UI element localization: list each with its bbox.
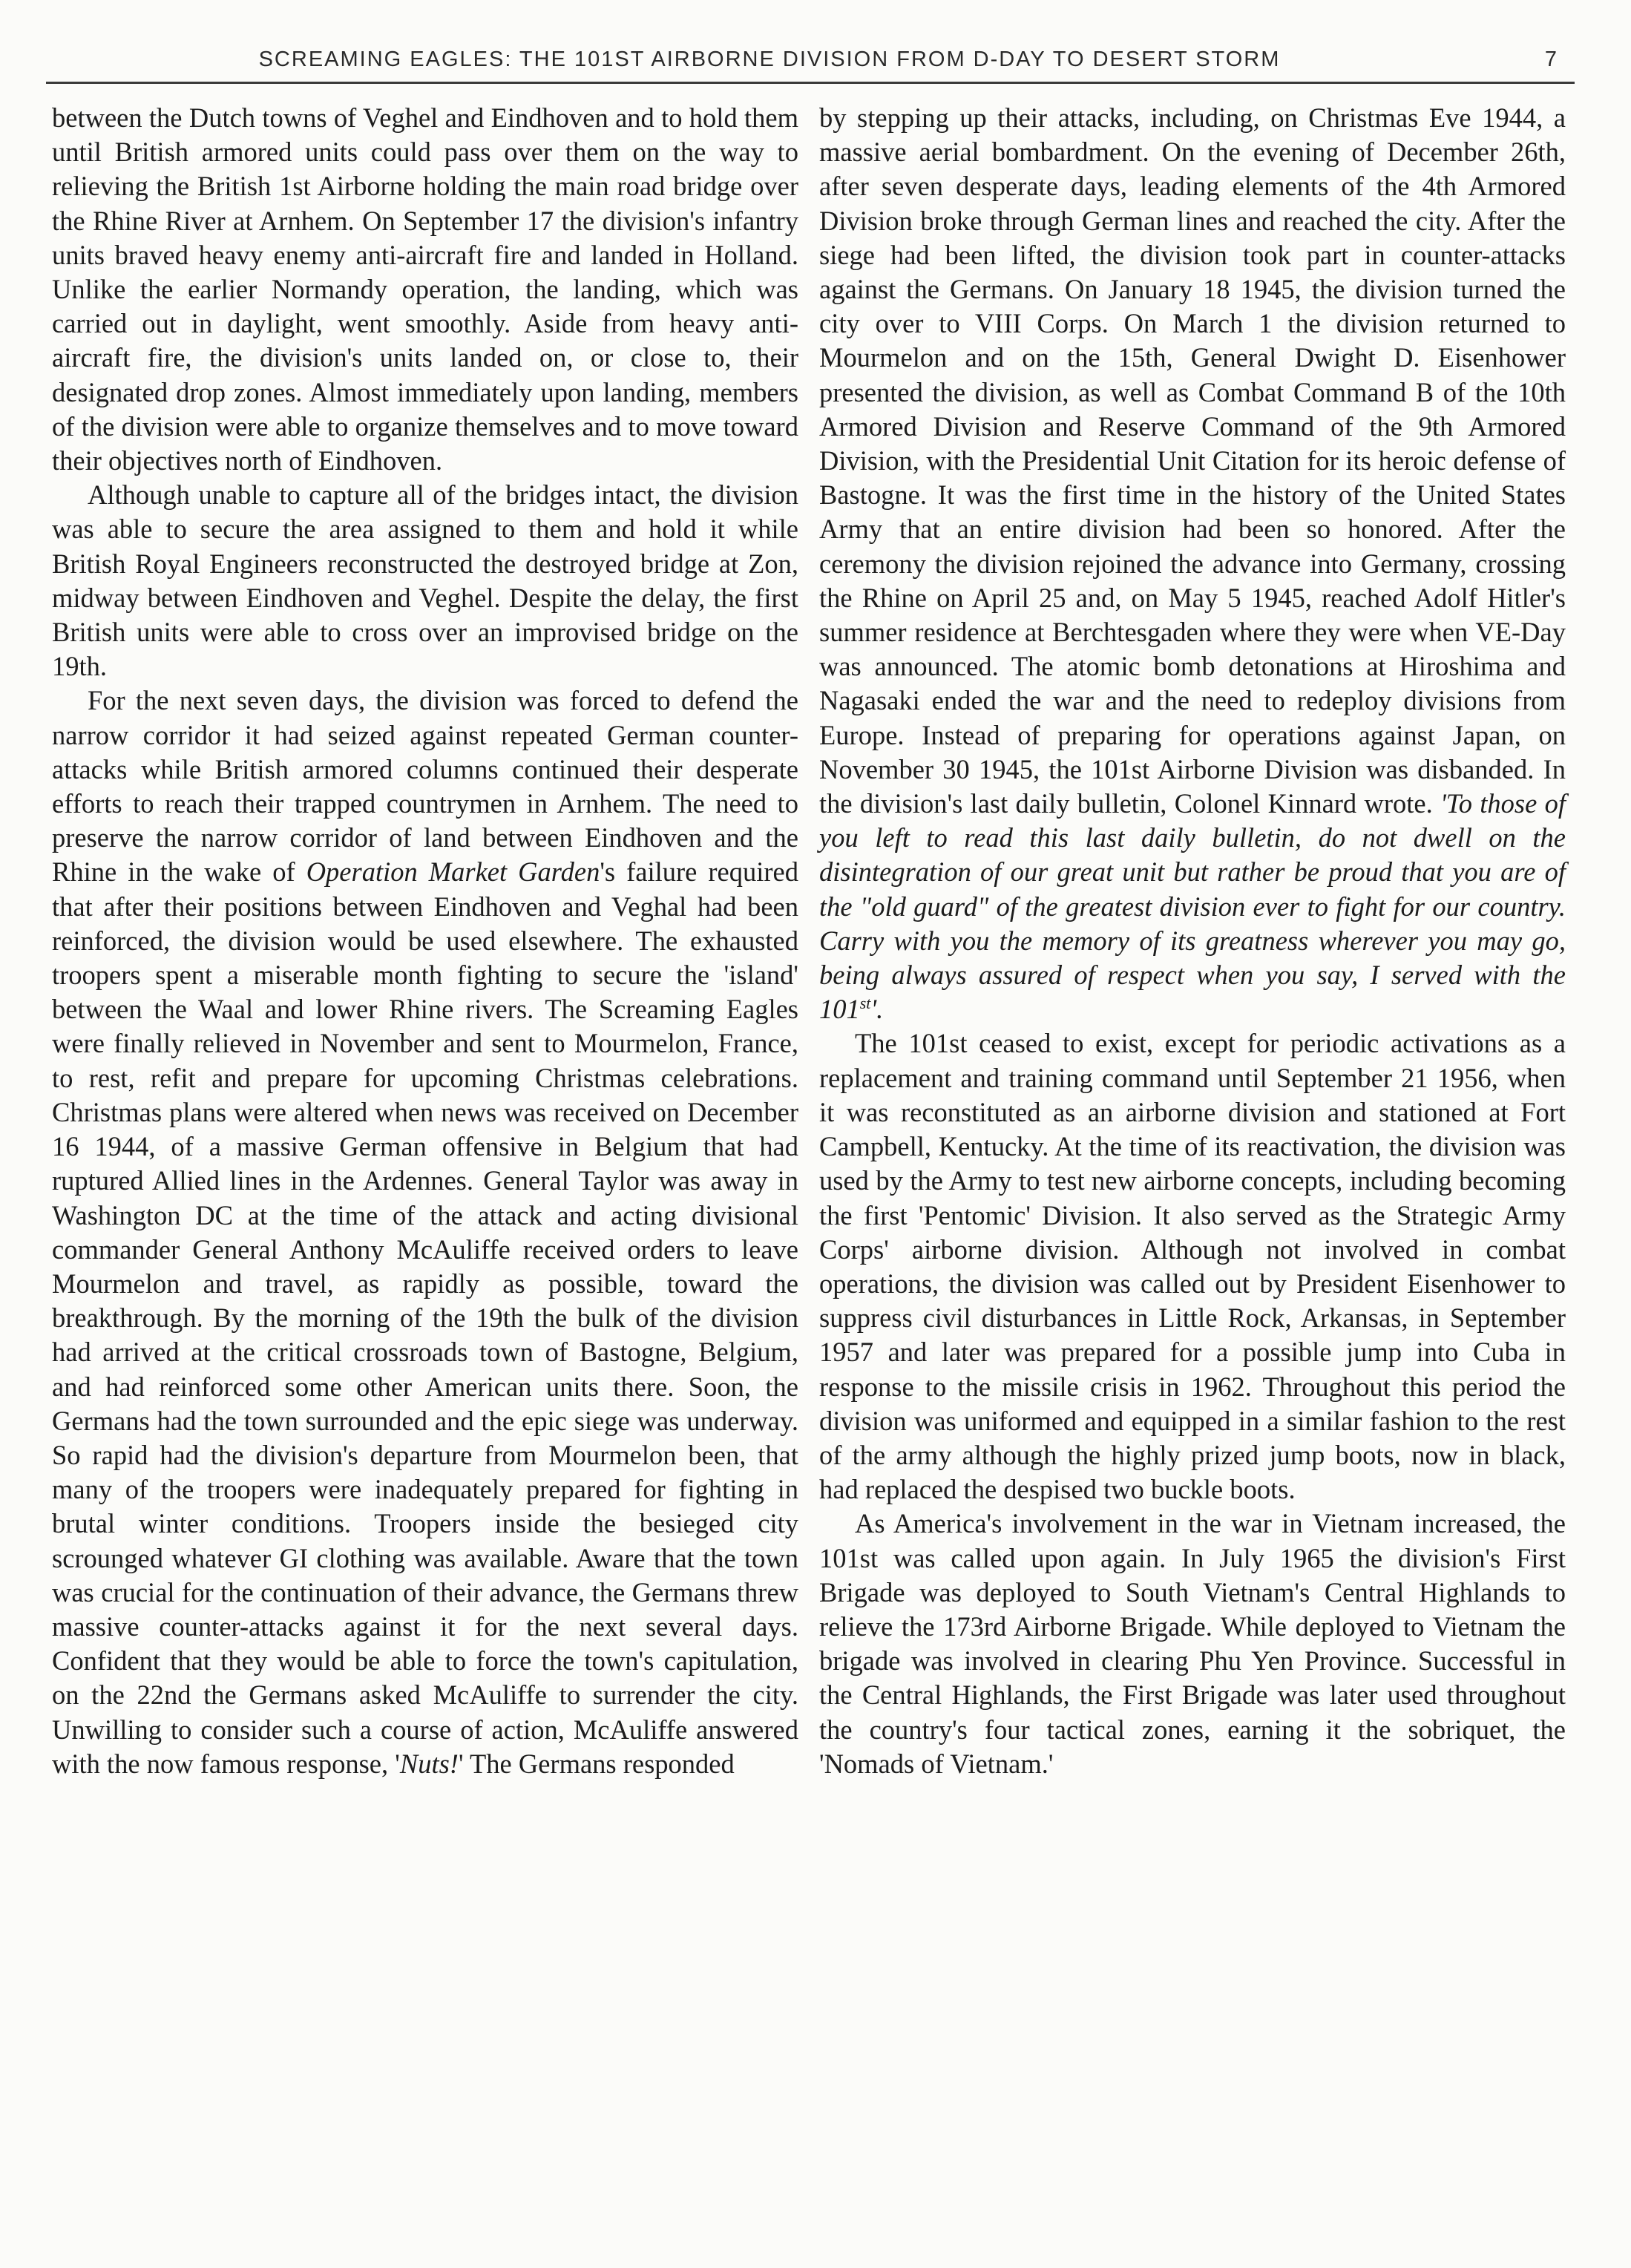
- paragraph-reactivation: The 101st ceased to exist, except for periodic activations as a replacement and training command until September 21 1956, when it was reconstituted as an airborne division and stationed at Fort Campbell, Kentucky. At the time of its reactivation, the division was used by the Army to test new airborne concepts, including becoming the first 'Pentomic' Division. It also served as the Strategic Army Corps' airborne division. Although not involved in combat operations, the division was called out by President Eisenhower to suppress civil disturbances in Little Rock, Arkansas, in September 1957 and later was prepared for a possible jump into Cuba in response to the missile crisis in 1962. Throughout this period the division was uniformed and equipped in a similar fashion to the rest of the army although the highly prized jump boots, now in black, had replaced the despised two buckle boots.: [819, 1028, 1566, 1505]
- quote-superscript: st: [859, 994, 871, 1013]
- operation-name: Operation Market Garden: [306, 856, 600, 888]
- running-head-title: SCREAMING EAGLES: THE 101ST AIRBORNE DIVISION FROM D-DAY TO DESERT STORM: [258, 47, 1281, 71]
- nuts-quote: Nuts!: [399, 1748, 459, 1779]
- paragraph-market-garden-landing: between the Dutch towns of Veghel and Eindhoven and to hold them until British armored units could pass over them on the way to relieving the British 1st Airborne holding the main road bridge over the Rhine River at Arnhem. On September 17 the division's infantry units braved heavy enemy anti-aircraft fire and landed in Holland. Unlike the earlier Normandy operation, the landing, which was carried out in daylight, went smoothly. Aside from heavy anti-aircraft fire, the division's units landed on, or close to, their designated drop zones. Almost immediately upon landing, members of the division were able to organize themselves and to move toward their objectives north of Eindhoven.: [52, 102, 798, 476]
- text-run: ' The Germans responded: [458, 1748, 735, 1779]
- kinnard-quote: [819, 788, 1566, 1024]
- text-run: by stepping up their attacks, including, on Christmas Eve 1944, a massive aerial bombardment. On the evening of December 26th, after seven desperate days, leading elements of the 4th Armored Division broke through German lines and reached the city. After the siege had been lifted, the division took part in counter-attacks against the Germans. On January 18 1945, the division turned the city over to VIII Corps. On March 1 the division returned to Mourmelon and on the 15th, General Dwight D. Eisenhower presented the division, as well as Combat Command B of the 10th Armored Division and Reserve Command of the 9th Armored Division, with the Presidential Unit Citation for its heroic defense of Bastogne. It was the first time in the history of the United States Army that an entire division had been so honored. After the ceremony the division rejoined the advance into Germany, crossing the Rhine on April 25 and, on May 5 1945, reached Adolf Hitler's summer residence at Berchtesgaden where they were when VE-Day was announced. The atomic bomb detonations at Hiroshima and Nagasaki ended the war and the need to redeploy divisions from Europe. Instead of preparing for operations against Japan, on November 30 1945, the 101st Airborne Division was disbanded. In the division's last daily bulletin, Colonel Kinnard wrote.: [819, 102, 1566, 819]
- paragraph-zon-bridge: Although unable to capture all of the bridges intact, the division was able to secure the area assigned to them and hold it while British Royal Engineers reconstructed the destroyed bridge at Zon, midway between Eindhoven and Veghel. Despite the delay, the first British units were able to cross over an improvised bridge on the 19th.: [52, 479, 798, 682]
- text-run: 's failure required that after their positions between Eindhoven and Veghal had been reinforced, the division would be used elsewhere. The exhausted troopers spent a miserable month fighting to secure the 'island' between the Waal and lower Rhine rivers. The Screaming Eagles were finally relieved in November and sent to Mourmelon, France, to rest, refit and prepare for upcoming Christmas celebrations. Christmas plans were altered when news was received on December 16 1944, of a massive German offensive in Belgium that had ruptured Allied lines in the Ardennes. General Taylor was away in Washington DC at the time of the attack and acting divisional commander General Anthony McAuliffe received orders to leave Mourmelon and travel, as rapidly as possible, toward the breakthrough. By the morning of the 19th the bulk of the division had arrived at the critical crossroads town of Bastogne, Belgium, and had reinforced some other American units there. Soon, the Germans had the town surrounded and the epic siege was underway. So rapid had the division's departure from Mourmelon been, that many of the troopers were inadequately prepared for fighting in brutal winter conditions. Troopers inside the besieged city scrounged whatever GI clothing was available. Aware that the town was crucial for the continuation of their advance, the Germans threw massive counter-attacks against it for the next several days. Confident that they would be able to force the town's capitulation, on the 22nd the Germans asked McAuliffe to surrender the city. Unwilling to consider such a course of action, McAuliffe answered with the now famous response, ': [52, 856, 799, 1779]
- paragraph-bastogne-siege: [52, 684, 798, 1781]
- paragraph-siege-lifted: [819, 101, 1566, 1026]
- page-number: 7: [1544, 47, 1557, 71]
- paragraph-vietnam: As America's involvement in the war in Vietnam increased, the 101st was called upon again. In July 1965 the division's First Brigade was deployed to South Vietnam's Central Highlands to relieve the 173rd Airborne Brigade. While deployed to Vietnam the brigade was involved in clearing Phu Yen Province. Successful in the Central Highlands, the First Brigade was later used throughout the country's four tactical zones, earning it the sobriquet, the 'Nomads of Vietnam.': [819, 1508, 1566, 1779]
- text-run: For the next seven days, the division was forced to defend the narrow corridor it had seized against repeated German counter-attacks while British armored columns continued their desperate efforts to reach their trapped countrymen in Arnhem. The need to preserve the narrow corridor of land between Eindhoven and the Rhine in the wake of: [52, 685, 798, 888]
- right-column: [819, 101, 1566, 1781]
- quote-end: '.: [870, 994, 884, 1025]
- running-head: [46, 46, 1575, 84]
- quote-text: 'To those of you left to read this last daily bulletin, do not dwell on the disintegration of our great unit but rather be proud that you are of the "old guard" of the greatest division ever to fight for our country. Carry with you the memory of its greatness wherever you may go, being always assured of respect when you say, I served with the 101: [819, 788, 1566, 1025]
- left-column: [52, 101, 798, 1781]
